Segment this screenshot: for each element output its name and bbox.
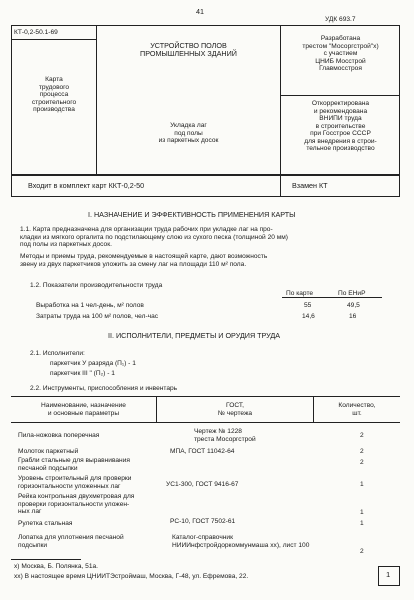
tool-name: Уровень строительный для проверки горизонтальности уложенных лаг <box>18 475 132 490</box>
footnote: x) Москва, Б. Полянка, 51а. <box>14 563 99 570</box>
perf-row-enir: 16 <box>349 313 357 320</box>
card-type: Карта трудового процесса строительного производства <box>31 76 77 114</box>
tool-name: Рейка контрольная двухметровая для проверки горизонтальности уложен- ных лаг <box>18 493 135 516</box>
paragraph-methods: Методы и приемы труда, рекомендуемые в настоящей карте, дают возможность звену из двух паркетчиков уложить за смену лаг на площади 110 м² пола. <box>20 253 268 268</box>
divider <box>280 175 281 197</box>
divider <box>280 95 400 96</box>
perf-row-card: 14,6 <box>302 313 315 320</box>
paragraph-2-2: 2.2. Инструменты, приспособления и инвентарь <box>30 385 178 392</box>
performer-item: паркетчик У разряда (П₁) - 1 <box>50 360 136 367</box>
page-number-bottom: 1 <box>386 570 391 579</box>
divider <box>282 297 382 298</box>
included-in: Входит в комплект карт ККТ-0,2-50 <box>28 181 145 190</box>
perf-row-card: 55 <box>304 302 312 309</box>
card-code: КТ-0,2-50.1-69 <box>14 29 58 36</box>
tool-qty: 2 <box>360 548 364 555</box>
paragraph-1-1: 1.1. Карта предназначена для организации труда рабочих при укладке лаг на про- кладки из мягкого оргалита по подстилающему слою из сухого песка (толщиной 20 мм) под полы из паркетных досок. <box>20 226 288 249</box>
tool-gost: РС-10, ГОСТ 7502-61 <box>170 518 236 525</box>
table-rule <box>11 396 400 397</box>
tool-qty: 1 <box>360 481 364 488</box>
tool-name: Рулетка стальная <box>18 520 73 527</box>
section-2-title: II. ИСПОЛНИТЕЛИ, ПРЕДМЕТЫ И ОРУДИЯ ТРУДА <box>108 331 281 340</box>
tool-name: Пила-ножовка поперечная <box>18 432 100 439</box>
page-number-top: 41 <box>196 7 204 16</box>
tool-qty: 1 <box>360 520 364 527</box>
perf-row-label: Затраты труда на 100 м² полов, чел-час <box>36 313 159 320</box>
tool-qty: 2 <box>360 432 364 439</box>
tools-header-qty: Количество, шт. <box>338 402 376 417</box>
paragraph-2-1: 2.1. Исполнители: <box>30 350 85 357</box>
footnote-rule <box>11 559 81 560</box>
tool-gost: МПА, ГОСТ 11042-64 <box>170 448 235 455</box>
tool-name: Лопатка для уплотнения песчаной подсыпки <box>18 534 124 549</box>
tool-gost: Каталог-справочник НИИИнфстройдоркоммунмаша xx), лист 100 <box>172 534 310 549</box>
tool-gost: УС1-300, ГОСТ 9416-67 <box>166 481 239 488</box>
perf-row-label: Выработка на 1 чел-день, м² полов <box>36 302 144 309</box>
tool-qty: 2 <box>360 459 364 466</box>
paragraph-1-2: 1.2. Показатели производительности труда <box>30 282 163 289</box>
main-title: УСТРОЙСТВО ПОЛОВ ПРОМЫШЛЕННЫХ ЗДАНИЙ <box>140 41 237 59</box>
udk-code: УДК 693.7 <box>325 16 356 23</box>
performer-item: паркетчик III " (П₂) - 1 <box>50 370 115 377</box>
divider <box>11 39 97 40</box>
tool-name: Молоток паркетный <box>18 448 79 455</box>
table-rule <box>11 422 400 423</box>
tool-qty: 1 <box>360 509 364 516</box>
corrected-by: Откорректирована и рекомендована ВНИПИ труда в строительстве при Госстрое СССР для внедрения в строи- тельное производство <box>304 100 377 153</box>
section-1-title: I. НАЗНАЧЕНИЕ И ЭФФЕКТИВНОСТЬ ПРИМЕНЕНИЯ КАРТЫ <box>88 210 296 219</box>
tool-qty: 2 <box>360 448 364 455</box>
tools-header-gost: ГОСТ, № чертежа <box>217 402 253 417</box>
tool-name: Грабли стальные для выравнивания песчаной подсыпки <box>18 457 130 472</box>
developed-by: Разработана трестом "Мосоргстрой"x) с участием ЦНИБ Мосстрой Главмосстроя <box>302 35 379 73</box>
perf-header-card: По карте <box>286 290 314 297</box>
tools-header-name: Наименование, назначение и основные параметры <box>41 402 126 417</box>
sub-title: Укладка лаг под полы из паркетных досок <box>158 122 219 145</box>
footnote: xx) В настоящее время ЦНИИТЭстроймаш, Москва, Г-48, ул. Ефремова, 22. <box>14 573 249 580</box>
replaces: Взамен КТ <box>292 181 328 190</box>
perf-header-enir: По ЕНиР <box>338 290 366 297</box>
perf-row-enir: 49,5 <box>347 302 360 309</box>
tool-gost: Чертеж № 1228 треста Мосоргстрой <box>194 428 256 443</box>
